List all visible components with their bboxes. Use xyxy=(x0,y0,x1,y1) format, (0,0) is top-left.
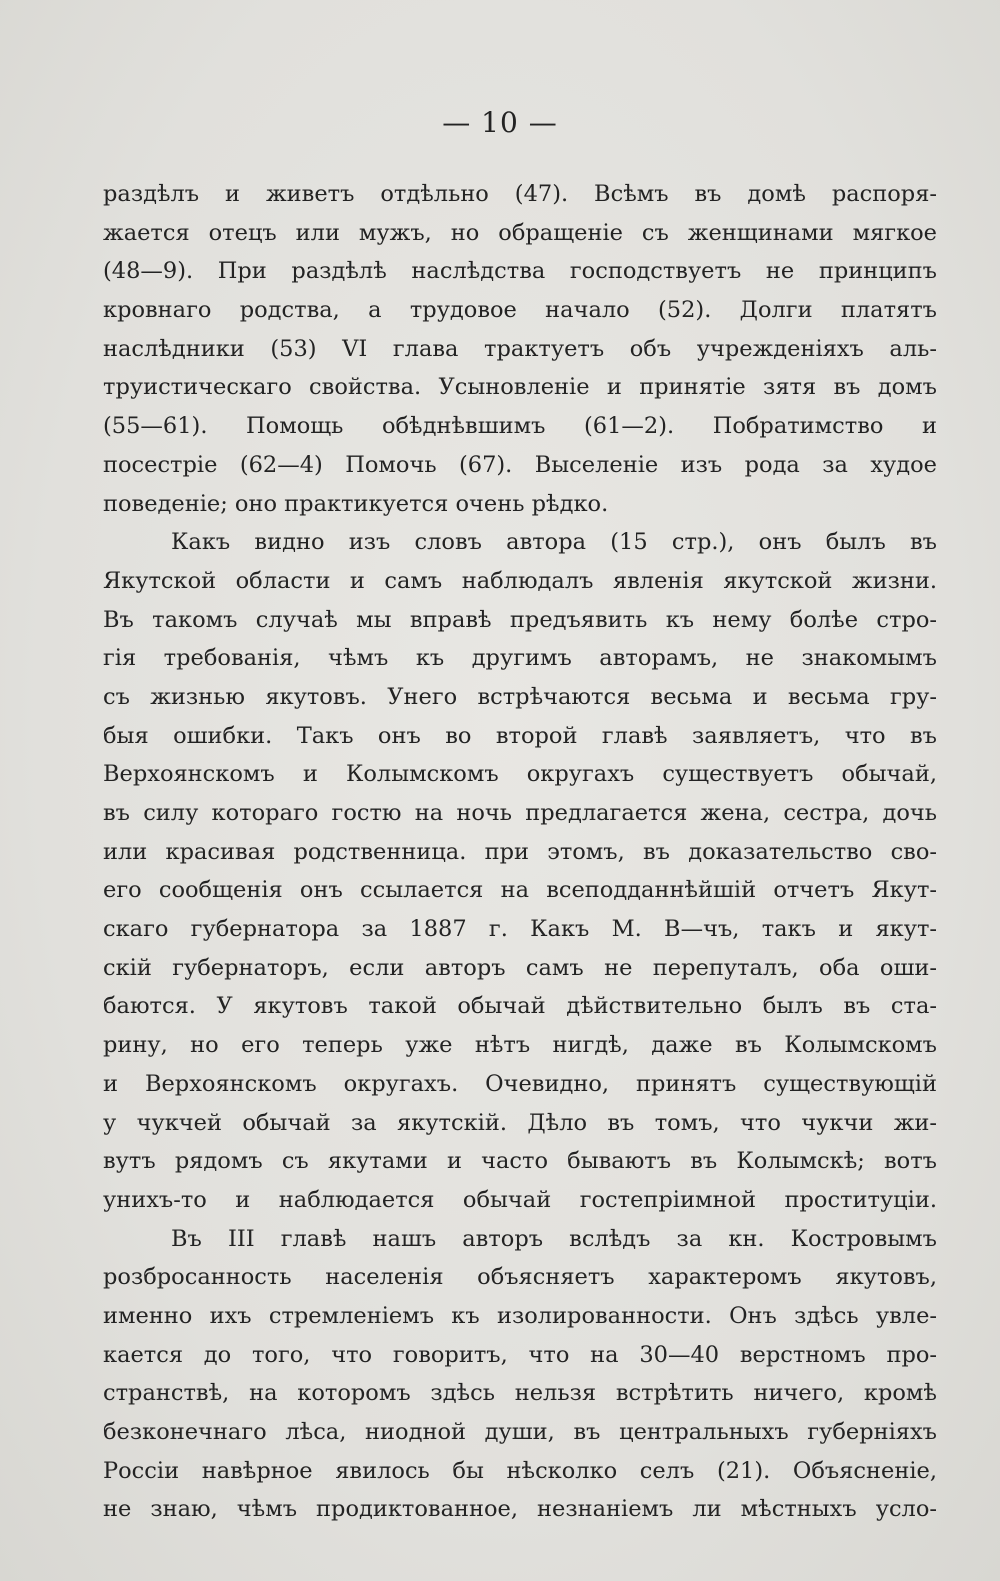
text-line: розбросанность населенія объясняетъ характеромъ якутовъ, xyxy=(103,1264,937,1291)
text-line: баются. У якутовъ такой обычай дѣйствительно былъ въ ста- xyxy=(103,993,937,1020)
text-line: Россіи навѣрное явилось бы нѣсколко селъ (21). Объясненіе, xyxy=(103,1457,937,1484)
text-line: вутъ рядомъ съ якутами и часто бываютъ въ Колымскѣ; вотъ xyxy=(103,1148,937,1175)
paragraph-start-line: Какъ видно изъ словъ автора (15 стр.), онъ былъ въ xyxy=(171,529,937,556)
text-line: (55—61). Помощь обѣднѣвшимъ (61—2). Побратимство и xyxy=(103,413,937,440)
body-text xyxy=(103,175,937,1529)
text-line: именно ихъ стремленіемъ къ изолированности. Онъ здѣсь увле- xyxy=(103,1302,937,1329)
text-line: и Верхоянскомъ округахъ. Очевидно, принятъ существующій xyxy=(103,1070,937,1097)
page-number: — 10 — xyxy=(442,106,558,139)
text-line: труистическаго свойства. Усыновленіе и принятіе зятя въ домъ xyxy=(103,374,937,401)
text-line: гія требованія, чѣмъ къ другимъ авторамъ, не знакомымъ xyxy=(103,645,937,672)
paragraph-end-line: поведеніе; оно практикуется очень рѣдко. xyxy=(103,490,609,517)
text-line: Верхоянскомъ и Колымскомъ округахъ существуетъ обычай, xyxy=(103,761,937,788)
text-line: (48—9). При раздѣлѣ наслѣдства господствуетъ не принципъ xyxy=(103,258,937,285)
text-line: его сообщенія онъ ссылается на всеподданнѣйшій отчетъ Якут- xyxy=(103,877,937,904)
paragraph-end-line: унихъ-то и наблюдается обычай гостепріимной проституціи. xyxy=(103,1186,937,1213)
text-line: не знаю, чѣмъ продиктованное, незнаніемъ ли мѣстныхъ усло- xyxy=(103,1496,937,1523)
text-line: Въ такомъ случаѣ мы вправѣ предъявить къ нему болѣе стро- xyxy=(103,606,937,633)
text-line: скій губернаторъ, если авторъ самъ не перепуталъ, оба оши- xyxy=(103,954,937,981)
text-line: раздѣлъ и живетъ отдѣльно (47). Всѣмъ въ домѣ распоря- xyxy=(103,181,937,207)
text-line: или красивая родственница. при этомъ, въ доказательство сво- xyxy=(103,838,937,865)
text-line: странствѣ, на которомъ здѣсь нельзя встрѣтить ничего, кромѣ xyxy=(103,1380,937,1407)
text-line: у чукчей обычай за якутскій. Дѣло въ томъ, что чукчи жи- xyxy=(103,1109,937,1136)
text-line: рину, но его теперь уже нѣтъ нигдѣ, даже въ Колымскомъ xyxy=(103,1032,937,1059)
text-line: жается отецъ или мужъ, но обращеніе съ женщинами мягкое xyxy=(103,219,937,246)
text-line: безконечнаго лѣса, ниодной души, въ центральныхъ губерніяхъ xyxy=(103,1419,937,1445)
text-line: кровнаго родства, а трудовое начало (52). Долги платятъ xyxy=(103,297,937,324)
text-line: въ силу котораго гостю на ночь предлагается жена, сестра, дочь xyxy=(103,800,937,826)
text-line: скаго губернатора за 1887 г. Какъ М. В—чъ, такъ и якут- xyxy=(103,916,937,943)
text-line: Якутской области и самъ наблюдалъ явленія якутской жизни. xyxy=(103,567,937,594)
paragraph-start-line: Въ III главѣ нашъ авторъ вслѣдъ за кн. Костровымъ xyxy=(171,1225,937,1252)
text-line: кается до того, что говоритъ, что на 30—40 верстномъ про- xyxy=(103,1341,937,1368)
text-line: наслѣдники (53) VI глава трактуетъ объ учрежденіяхъ аль- xyxy=(103,335,937,362)
text-line: быя ошибки. Такъ онъ во второй главѣ заявляетъ, что въ xyxy=(103,722,937,749)
text-line: съ жизнью якутовъ. Унего встрѣчаются весьма и весьма гру- xyxy=(103,683,937,710)
text-line: посестріе (62—4) Помочь (67). Выселеніе изъ рода за худое xyxy=(103,451,937,478)
